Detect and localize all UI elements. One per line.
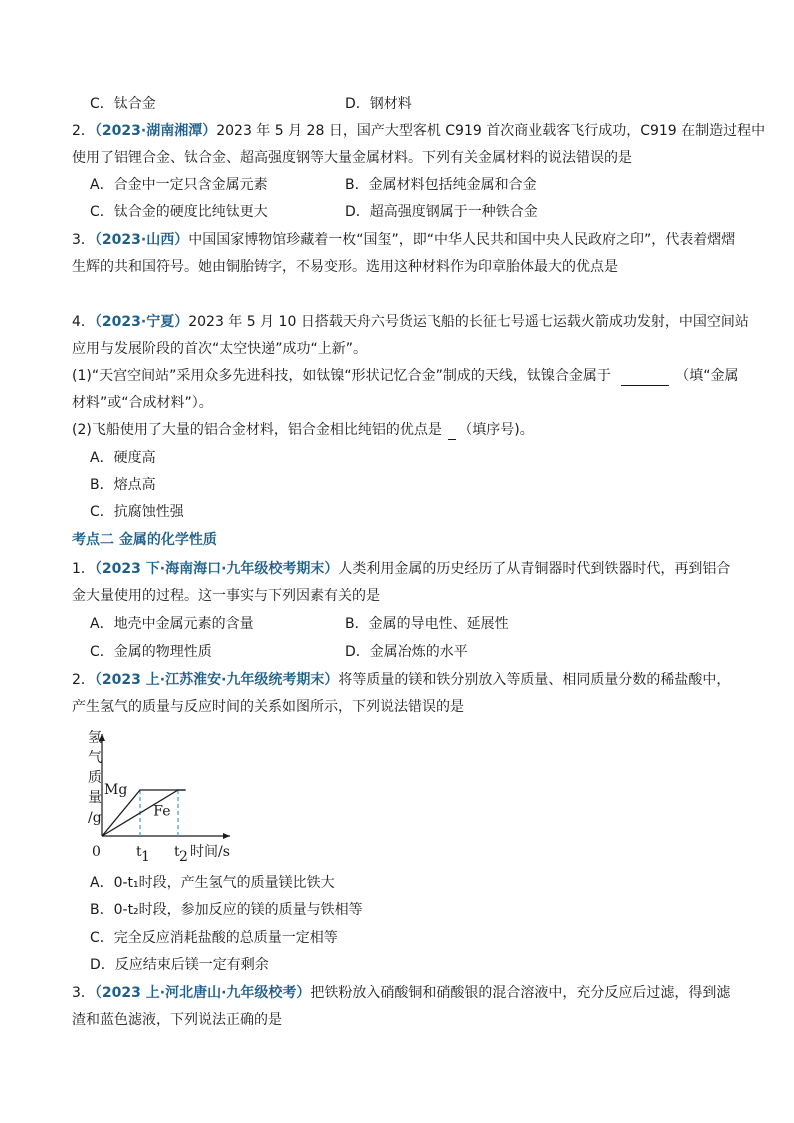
question-text-cont: 渣和蓝色滤液，下列说法正确的是	[72, 1012, 282, 1028]
sub-question-text: （填序号)。	[458, 422, 534, 438]
question-number: 3．	[72, 232, 95, 248]
question-text-cont: 应用与发展阶段的首次“太空快递”成功“上新”。	[72, 341, 368, 357]
question-3-stem	[72, 230, 735, 250]
option-c: C．抗腐蚀性强	[90, 504, 184, 520]
option-d: D．超高强度钢属于一种铁合金	[345, 204, 538, 220]
option-b: B．金属的导电性、延展性	[345, 616, 509, 632]
question-text-cont: 使用了铝锂合金、钛合金、超高强度钢等大量金属材料。下列有关金属材料的说法错误的是	[72, 150, 632, 166]
question-text-cont: 产生氢气的质量与反应时间的关系如图所示，下列说法错误的是	[72, 699, 464, 715]
sub-question-text: （填“金属	[675, 368, 739, 384]
question-text: 将等质量的镁和铁分别放入等质量、相同质量分数的稀盐酸中，	[338, 672, 731, 688]
tick-label-t2-subscript: 2	[179, 849, 188, 865]
option-d: D．反应结束后镁一定有剩余	[90, 957, 269, 973]
y-axis-label-char: 量	[88, 790, 102, 806]
question-number: 3．	[72, 985, 95, 1001]
option-b: B．金属材料包括纯金属和合金	[345, 177, 537, 193]
series-label-mg: Mg	[104, 782, 128, 798]
question-text: 2023 年 5 月 10 日搭载天舟六号货运飞船的长征七号遥七运载火箭成功发射，中国空间站	[188, 314, 749, 330]
option-d: D．金属冶炼的水平	[345, 644, 468, 660]
question-text-cont: 金大量使用的过程。这一事实与下列因素有关的是	[72, 588, 380, 604]
y-axis-label-char: /g	[88, 810, 102, 826]
question-text: 2023 年 5 月 28 日，国产大型客机 C919 首次商业载客飞行成功，C919 在制造过程中	[216, 123, 766, 139]
option-a: A．合金中一定只含金属元素	[90, 177, 268, 193]
option-d: D．钢材料	[345, 96, 412, 112]
y-axis-label-char: 气	[88, 750, 102, 766]
answer-blank[interactable]	[621, 385, 669, 386]
question-source: （2023 上·河北唐山·九年级校考）	[94, 985, 311, 1001]
question-text: 人类利用金属的历史经历了从青铜器时代到铁器时代，再到铝合	[338, 561, 731, 577]
x-axis-label: 时间/s	[190, 844, 230, 860]
question-number: 4．	[72, 314, 95, 330]
question-number: 2．	[72, 123, 95, 139]
x-axis-arrow	[223, 833, 230, 839]
s2-question-1-stem	[72, 559, 730, 579]
question-number: 2．	[72, 672, 95, 688]
option-c: C．金属的物理性质	[90, 644, 212, 660]
tick-label-t1-subscript: 1	[141, 849, 150, 865]
s2-question-2-stem	[72, 670, 730, 690]
question-text: 中国国家博物馆珍藏着一枚“国玺”，即“中华人民共和国中央人民政府之印”，代表着熠熠	[188, 232, 736, 248]
option-b: B．熔点高	[90, 477, 156, 493]
question-source: （2023 上·江苏淮安·九年级统考期末）	[94, 672, 339, 688]
option-a: A．硬度高	[90, 450, 156, 466]
y-axis-label-char: 质	[88, 770, 102, 786]
option-c: C．钛合金的硬度比纯钛更大	[90, 204, 268, 220]
sub-question-text-cont: 材料”或“合成材料”）。	[72, 395, 213, 411]
series-label-fe: Fe	[153, 803, 171, 820]
question-text-cont: 生辉的共和国符号。她由铜胎铸字，不易变形。选用这种材料作为印章胎体最大的优点是	[72, 259, 618, 275]
answer-blank[interactable]	[448, 439, 456, 440]
question-source: （2023·山西）	[94, 232, 189, 248]
option-c: C．钛合金	[90, 96, 156, 112]
option-a: A．0-t₁时段，产生氢气的质量镁比铁大	[90, 875, 335, 891]
sub-question-text: (1)“天宫空间站”采用众多先进科技，如钛镍“形状记忆合金”制成的天线，钛镍合金属于	[72, 368, 611, 384]
question-source: （2023 下·海南海口·九年级校考期末）	[94, 561, 339, 577]
option-b: B．0-t₂时段，参加反应的镁的质量与铁相等	[90, 902, 363, 918]
option-c: C．完全反应消耗盐酸的总质量一定相等	[90, 930, 338, 946]
y-axis-label-char: 氢	[88, 730, 102, 746]
question-number: 1．	[72, 561, 95, 577]
question-source: （2023·湖南湘潭）	[94, 123, 217, 139]
question-text: 把铁粉放入硝酸铜和硝酸银的混合溶液中，充分反应后过滤，得到滤	[310, 985, 731, 1001]
section-title: 考点二 金属的化学性质	[72, 532, 217, 548]
question-2-stem	[72, 121, 765, 141]
option-a: A．地壳中金属元素的含量	[90, 616, 254, 632]
tick-label-t1: t	[136, 844, 142, 860]
hydrogen-mass-chart	[90, 728, 240, 868]
sub-question-1	[72, 366, 739, 386]
question-source: （2023·宁夏）	[94, 314, 189, 330]
tick-label-t2: t	[174, 844, 180, 860]
origin-label: 0	[92, 844, 101, 860]
question-4-stem	[72, 312, 749, 332]
sub-question-2	[72, 420, 534, 440]
sub-question-text: (2)飞船使用了大量的铝合金材料，铝合金相比纯铝的优点是	[72, 422, 442, 438]
s2-question-3-stem	[72, 983, 730, 1003]
